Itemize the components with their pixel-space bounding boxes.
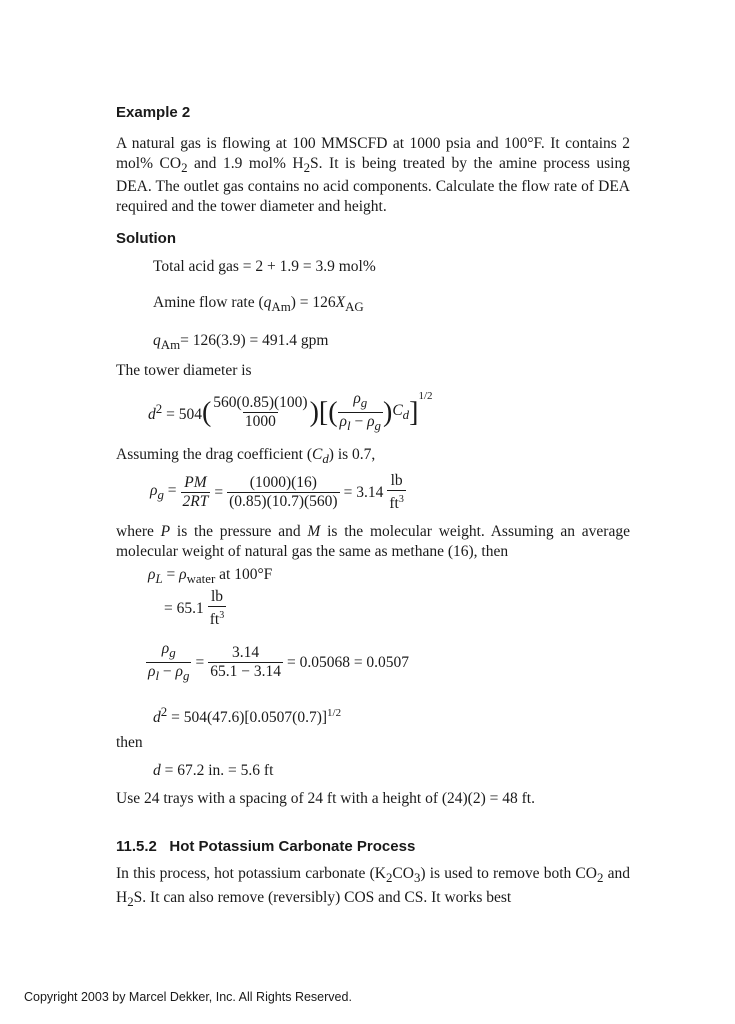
example-heading: Example 2: [116, 104, 191, 121]
equation-d2-general: $d^2 = 504$ ( $\frac{560(0.85)(100)}{1000}$ ) [ ( $\frac{\rho_g}{\rho_l - \rho_g}$ ) $C_d$ ] $^{1/2}$: [148, 390, 433, 434]
equation-rho-g: $\rho_g$ = $\frac{PM}{2RT}$ = $\frac{(1000)(16)}{(0.85)(10.7)(560)}$ = 3.14 $\frac{lb}{ft^3}$: [150, 472, 404, 513]
drag-coefficient-text: Assuming the drag coefficient $(C_d)$ is 0.7,: [116, 446, 376, 467]
where-text: where P is the pressure and M is the molecular weight. Assuming an average molecular weight of natural gas the same as methane (16), then: [116, 523, 630, 560]
then-text: then: [116, 734, 143, 751]
equation-d2-numeric: $d^2 = 504(47.6)[0.0507(0.7)]^{1/2}$: [153, 704, 342, 727]
tower-diameter-intro: The tower diameter is: [116, 362, 252, 379]
solution-heading: Solution: [116, 230, 176, 247]
section-heading: 11.5.2 Hot Potassium Carbonate Process: [116, 838, 416, 855]
equation-qam: $q_{Am}= 126(3.9) = 491.4$ gpm: [153, 332, 329, 353]
copyright-notice: Copyright 2003 by Marcel Dekker, Inc. All Rights Reserved.: [24, 990, 352, 1004]
equation-amine-flow: Amine flow rate $(q_{Am}) = 126X_{AG}$: [153, 294, 364, 315]
equation-density-ratio: $\frac{\rho_g}{\rho_l - \rho_g}$ = $\frac{3.14}{65.1 - 3.14}$ = 0.05068 = 0.0507: [148, 640, 410, 684]
equation-total-acid-gas: Total acid gas = 2 + 1.9 = 3.9 mol%: [153, 258, 376, 275]
equation-rho-l-value: = 65.1 $\frac{lb}{ft^3}$: [164, 588, 225, 629]
problem-statement: A natural gas is flowing at 100 MMSCFD at 1000 psia and 100°F. It contains 2 mol% $CO_2$ and 1.9 mol% $H_2S$. It is being treated by the amine process using DEA. The outlet gas contains no acid components. Calculate the flow rate of DEA required and the tower diameter and height.: [116, 135, 630, 215]
equation-rho-l: $\rho_L = \rho_{water}$ at 100°F: [148, 566, 273, 587]
section-text: In this process, hot potassium carbonate $(K_2CO_3)$ is used to remove both $CO_2$ and $H_2S$. It can also remove (reversibly) COS and CS. It works best: [116, 865, 630, 909]
equation-diameter-result: d = 67.2 in. = 5.6 ft: [153, 762, 274, 779]
trays-text: Use 24 trays with a spacing of 24 ft with a height of (24)(2) = 48 ft.: [116, 790, 535, 807]
